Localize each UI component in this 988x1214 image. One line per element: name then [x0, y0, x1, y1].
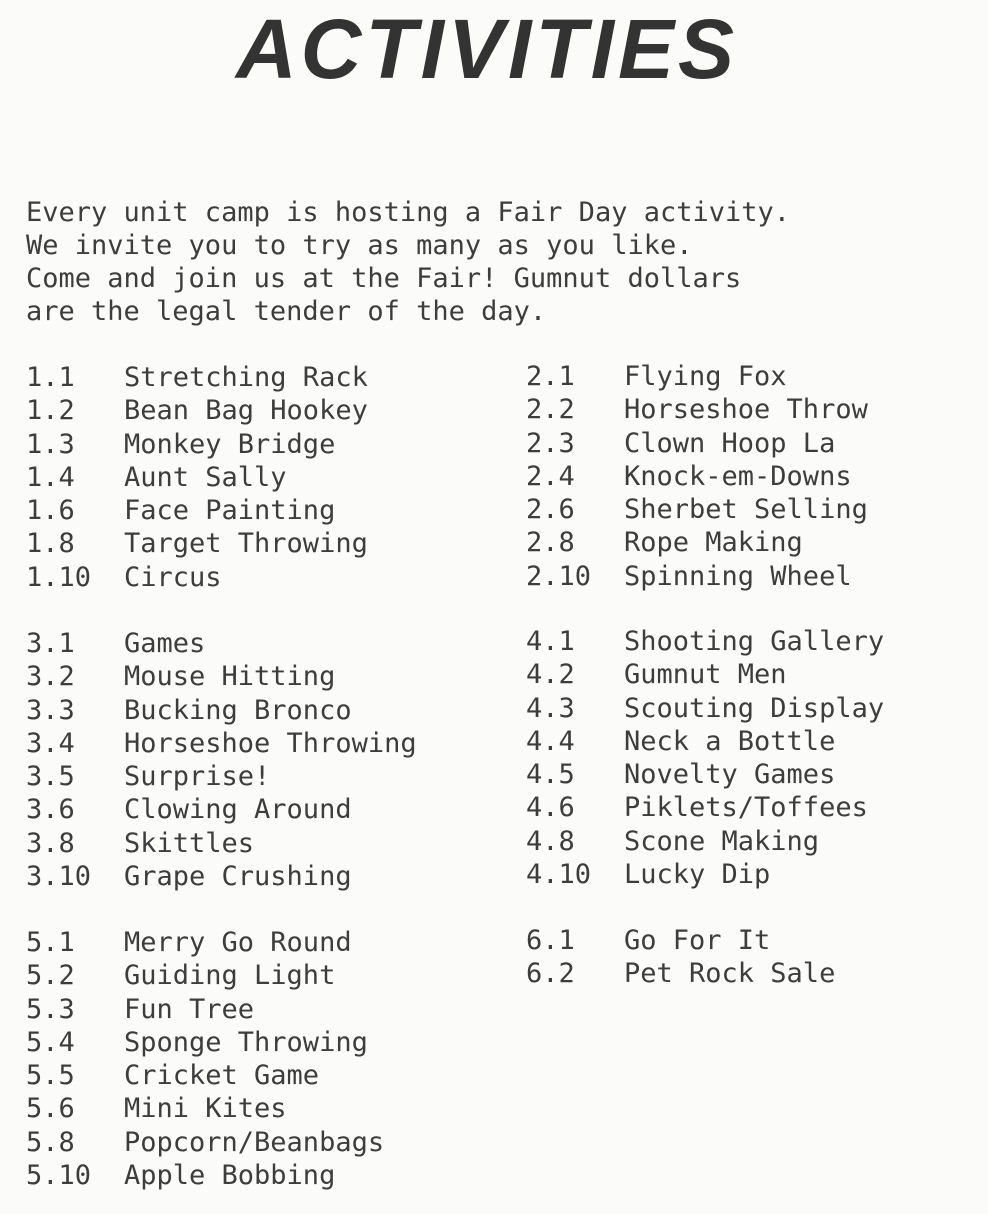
activity-number: 2.4 [526, 460, 575, 492]
activity-number: 4.2 [526, 659, 575, 691]
activity-number: 1.3 [26, 428, 75, 460]
activity-name: Mini Kites [124, 1093, 287, 1125]
activity-row [526, 692, 884, 725]
activity-number: 1.2 [26, 395, 75, 427]
activity-number: 3.3 [26, 694, 75, 726]
activity-number: 1.10 [26, 561, 92, 593]
activity-name: Flying Fox [624, 361, 787, 392]
activity-row [26, 1126, 384, 1159]
activity-name: Skittles [124, 827, 255, 859]
activity-name: Fun Tree [124, 993, 255, 1025]
activity-number: 4.8 [526, 825, 575, 857]
activity-group-2 [526, 360, 868, 593]
activity-number: 5.3 [26, 993, 75, 1025]
activity-number: 3.6 [26, 794, 75, 826]
activity-row [526, 924, 835, 957]
activity-row [526, 526, 868, 559]
activity-number: 1.4 [26, 461, 75, 493]
activity-name: Surprise! [124, 761, 271, 793]
activity-name: Clowing Around [124, 794, 352, 826]
activity-number: 4.5 [526, 759, 575, 791]
activity-name: Go For It [624, 925, 771, 956]
intro-line: Come and join us at the Fair! Gumnut dollars [26, 263, 742, 294]
activity-number: 2.1 [526, 361, 575, 392]
activity-row [26, 561, 368, 594]
activity-name: Gumnut Men [624, 659, 787, 691]
activity-name: Face Painting [124, 495, 336, 527]
activity-row [526, 825, 884, 858]
activity-number: 4.10 [526, 859, 592, 891]
activity-row [526, 493, 868, 526]
activity-row [526, 460, 868, 493]
activity-row [526, 957, 835, 990]
activity-row [526, 560, 868, 593]
activity-name: Scouting Display [624, 692, 885, 724]
activity-name: Target Throwing [124, 528, 368, 560]
activity-number: 1.6 [26, 495, 75, 527]
activity-name: Apple Bobbing [124, 1160, 336, 1192]
activity-name: Mouse Hitting [124, 661, 336, 693]
activity-row [26, 793, 417, 826]
activity-row [26, 428, 368, 461]
activity-name: Bean Bag Hookey [124, 395, 368, 427]
activity-name: Novelty Games [624, 759, 836, 791]
activity-row [26, 394, 368, 427]
activity-row [526, 758, 884, 791]
activity-name: Sherbet Selling [624, 494, 868, 526]
activity-name: Pet Rock Sale [624, 958, 836, 990]
activity-number: 3.1 [26, 628, 75, 659]
activity-name: Neck a Bottle [624, 725, 836, 757]
activity-group-6 [526, 924, 835, 991]
activity-group-3 [26, 627, 417, 893]
activity-row [26, 494, 368, 527]
activity-number: 3.10 [26, 861, 92, 893]
activity-number: 2.3 [526, 427, 575, 459]
activity-number: 1.1 [26, 362, 75, 393]
activity-row [26, 1059, 384, 1092]
activity-name: Scone Making [624, 825, 820, 857]
activity-row [26, 760, 417, 793]
intro-paragraph [26, 196, 976, 328]
activity-number: 4.6 [526, 792, 575, 824]
activity-number: 3.5 [26, 761, 75, 793]
intro-line: Every unit camp is hosting a Fair Day activity. [26, 197, 791, 228]
activity-number: 2.8 [526, 527, 575, 559]
activity-row [26, 1026, 384, 1059]
activity-name: Horseshoe Throw [624, 394, 868, 426]
activity-name: Sponge Throwing [124, 1026, 368, 1058]
activity-number: 2.6 [526, 494, 575, 526]
activity-number: 5.10 [26, 1160, 92, 1192]
activity-group-4 [526, 625, 884, 891]
activity-name: Rope Making [624, 527, 803, 559]
activity-row [526, 658, 884, 691]
activity-number: 4.3 [526, 692, 575, 724]
activity-name: Shooting Gallery [624, 626, 885, 657]
activity-group-1 [26, 361, 368, 594]
activity-name: Grape Crushing [124, 861, 352, 893]
activity-name: Games [124, 628, 206, 659]
activity-name: Aunt Sally [124, 461, 287, 493]
activity-group-5 [26, 926, 384, 1192]
activity-row [26, 694, 417, 727]
activity-row [26, 361, 368, 394]
activity-number: 3.8 [26, 827, 75, 859]
activity-row [26, 926, 384, 959]
activity-row [26, 660, 417, 693]
activity-number: 1.8 [26, 528, 75, 560]
activity-row [526, 791, 884, 824]
activity-row [526, 725, 884, 758]
activity-name: Cricket Game [124, 1060, 320, 1092]
activity-name: Spinning Wheel [624, 560, 852, 592]
activity-name: Popcorn/Beanbags [124, 1126, 385, 1158]
activity-name: Piklets/Toffees [624, 792, 868, 824]
activity-name: Lucky Dip [624, 859, 771, 891]
activity-number: 4.4 [526, 725, 575, 757]
activity-row [26, 727, 417, 760]
activity-row [526, 393, 868, 426]
activity-row [26, 993, 384, 1026]
activity-name: Guiding Light [124, 960, 336, 992]
intro-line: are the legal tender of the day. [26, 296, 547, 327]
activity-number: 6.2 [526, 958, 575, 990]
activity-row [526, 360, 868, 393]
activity-row [26, 959, 384, 992]
activity-name: Merry Go Round [124, 927, 352, 958]
activity-number: 2.2 [526, 394, 575, 426]
activity-row [26, 461, 368, 494]
activity-number: 5.2 [26, 960, 75, 992]
activity-number: 5.4 [26, 1026, 75, 1058]
activity-number: 3.2 [26, 661, 75, 693]
activity-name: Bucking Bronco [124, 694, 352, 726]
activity-name: Stretching Rack [124, 362, 368, 393]
activity-name: Monkey Bridge [124, 428, 336, 460]
activity-row [526, 858, 884, 891]
activity-name: Knock-em-Downs [624, 460, 852, 492]
activity-number: 2.10 [526, 560, 592, 592]
activity-number: 4.1 [526, 626, 575, 657]
activity-row [26, 860, 417, 893]
activity-row [526, 625, 884, 658]
activity-name: Horseshoe Throwing [124, 727, 417, 759]
activity-row [26, 827, 417, 860]
activity-row [26, 1092, 384, 1125]
intro-line: We invite you to try as many as you like. [26, 230, 693, 261]
activity-row [26, 627, 417, 660]
page-title: ACTIVITIES [236, 2, 739, 96]
activity-row [526, 427, 868, 460]
activity-number: 5.5 [26, 1060, 75, 1092]
activity-number: 3.4 [26, 727, 75, 759]
activity-number: 5.6 [26, 1093, 75, 1125]
activity-number: 5.8 [26, 1126, 75, 1158]
activity-number: 5.1 [26, 927, 75, 958]
activity-name: Circus [124, 561, 222, 593]
activity-row [26, 527, 368, 560]
activity-number: 6.1 [526, 925, 575, 956]
activity-row [26, 1159, 384, 1192]
activity-name: Clown Hoop La [624, 427, 836, 459]
